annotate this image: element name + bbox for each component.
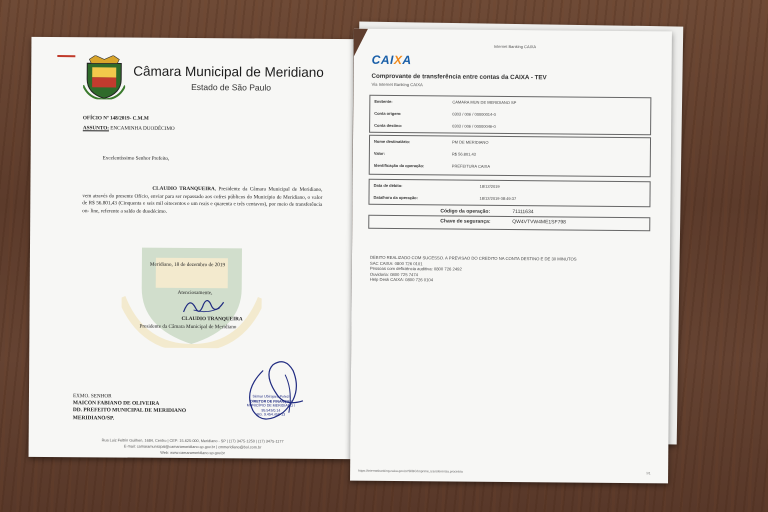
footer-email: E-mail: camaramunicipal@camarameridiano.sp.gov.br | cmmeridiano@bol.com.br	[123, 444, 262, 450]
subject-label: ASSUNTO:	[82, 125, 109, 132]
security-key-value: QW4VTVW4ME1SF798	[512, 219, 566, 226]
red-mark	[57, 55, 75, 57]
subject-value: ENCAMINHA DUODÉCIMO	[110, 125, 175, 132]
date-block	[368, 179, 650, 207]
oficio-number: OFÍCIO Nº 148/2019- C.M.M	[82, 115, 149, 122]
footer-web: Web: www.camarameridiano.sp.gov.br	[160, 450, 225, 456]
receipt-row: Conta origem: 0303 / 006 / 00000014-0	[374, 110, 496, 117]
recipient-block	[369, 135, 651, 177]
receipt-row: Conta destino: 0303 / 006 / 00000046-0	[374, 122, 496, 129]
caixa-logo	[372, 53, 412, 67]
org-name: Câmara Municipal de Meridiano	[133, 63, 324, 80]
transfer-receipt	[350, 29, 672, 484]
receipt-title: Comprovante de transferência entre contas da CAIXA - TEV	[371, 72, 547, 82]
receipt-row: Data/hora da operação: 18/12/2019 08:49:37	[373, 194, 517, 202]
addressee-line3: DD. PREFEITO MUNICIPAL DE MERIDIANO	[72, 407, 187, 415]
signer-role: Presidente da Câmara Municipal de Meridiano	[139, 323, 237, 331]
body-text: , Presidente da Câmara Municipal de Meridiano, vem através do presente Ofício, enviar para ser repassado aos cofres públicos do Município de Meridiano, o valor de R$ 56.801,43 (Cinquenta e seis mil oitocentos e um reais e quarenta e três centavos), por meio de transferência on- line, referente a saldo de duodécimo.	[82, 186, 323, 215]
official-letter	[29, 37, 354, 459]
president-signature-icon	[180, 294, 230, 318]
org-state: Estado de São Paulo	[191, 81, 272, 93]
addressee-line1: EXMO. SENHOR	[72, 393, 112, 400]
footer-address: Rua Luiz Feltrin Guilhen, 1684, Centro | CEP: 15.625-000, Meridiano - SP | (17) 3475-1250 | (17) 3475-1177	[101, 438, 284, 444]
receipt-notice: DEBITO REALIZADO COM SUCESSO. A PREVISAO DO CREDITO NA CONTA DESTINO E DE 30 MINUTOS SAC CAIXA: 0800 726 0101 Pessoas com deficiência auditiva: 0800 726 2492 Ouvidoria: 0800 725 7474 Help Desk CAIXA: 0800 726 0104	[369, 254, 577, 283]
receipt-header-text: Internet Banking CAIXA	[493, 43, 537, 50]
municipal-crest-icon	[83, 55, 125, 99]
regards: Atenciosamente,	[177, 289, 213, 297]
stamp-line2: DIRETOR DE FINANÇAS	[250, 399, 292, 404]
logo-x: X	[393, 52, 403, 68]
place-date: Meridiano, 18 de dezembro de 2019	[149, 261, 226, 269]
receipt-row: Valor: R$ 56.801,43	[373, 150, 476, 157]
receipt-url: https://internetbanking.caixa.gov.br/SIIBC/imprime_transferencia.processa	[358, 468, 463, 474]
logo-text: CAI	[371, 52, 394, 67]
stamp-line3: MUNICÍPIO DE MERIDIANO / 95.543/0.14	[246, 403, 296, 413]
greeting: Excelentíssimo Senhor Prefeito,	[102, 155, 170, 162]
stamp-line1: Sêmar Ubirajara Polezi	[252, 394, 290, 399]
director-signature-icon	[233, 350, 314, 431]
addressee-line2: MAICON FABIANO DE OLIVEIRA	[72, 400, 160, 407]
security-key-label: Chave de segurança:	[440, 218, 491, 225]
security-key-block	[368, 215, 650, 231]
letter-body	[82, 185, 322, 217]
torn-corner	[354, 29, 368, 57]
issuer-block	[369, 95, 651, 135]
body-name: CLAUDIO TRANQUEIRA	[152, 185, 215, 193]
receipt-subtitle: Via Internet Banking CAIXA	[371, 81, 423, 88]
logo-end: A	[402, 53, 412, 68]
addressee-line4: MERIDIANO/SP.	[72, 414, 115, 422]
director-stamp	[237, 394, 305, 417]
letter-footer	[73, 437, 313, 457]
signer-name: CLAUDIO TRANQUEIRA	[181, 315, 243, 323]
receipt-row: Nome destinatário: PM DE MERIDIANO	[373, 138, 489, 145]
receipt-row: Data de débito: 18/12/2019	[373, 182, 500, 189]
operation-code-value: 71111634	[512, 209, 534, 216]
subject-line	[83, 125, 175, 133]
stamp-line4: RG. 9.454.458-13	[256, 412, 286, 418]
addressee-block	[73, 393, 186, 423]
page-number: 1/1	[646, 471, 651, 476]
receipt-row: Emitente: CAMARA MUN DE MERIDIANO SP	[374, 98, 517, 106]
operation-code-label: Código da operação:	[440, 208, 491, 215]
receipt-row: Identificação da operação: PREFEITURA CAIXA	[373, 162, 491, 169]
